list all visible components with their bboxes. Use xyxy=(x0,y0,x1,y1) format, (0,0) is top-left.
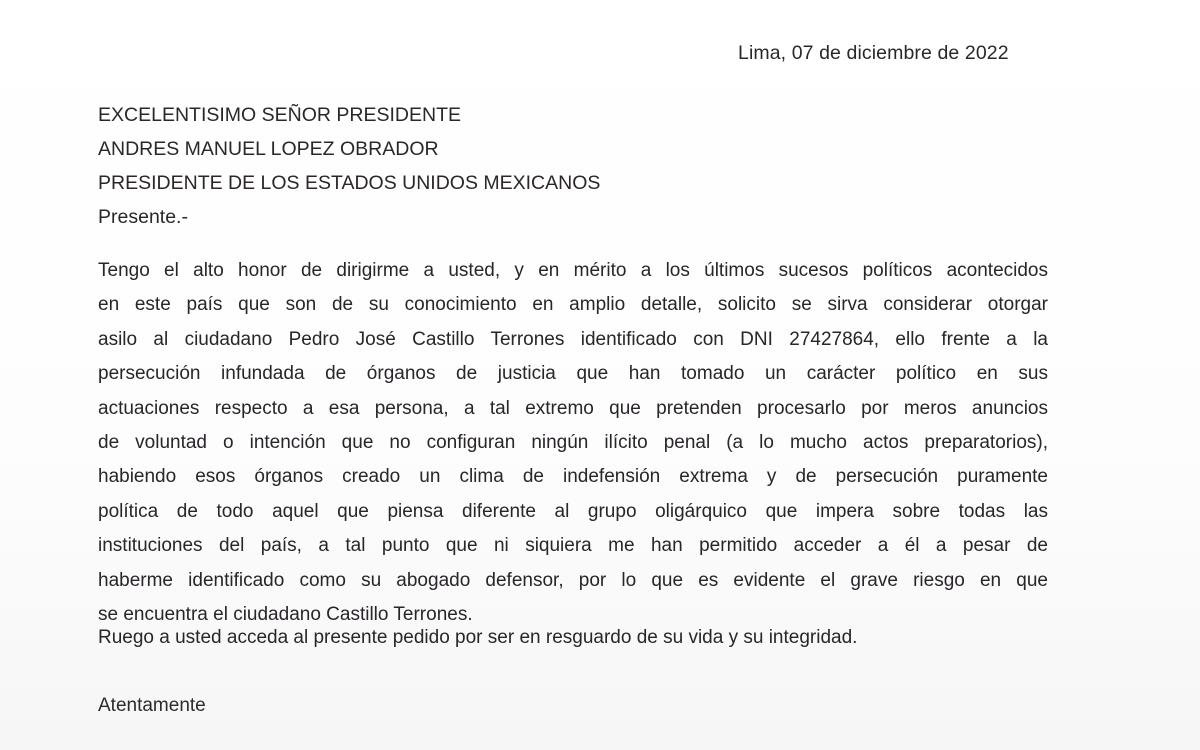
body-line: instituciones del país, a tal punto que ni siquiera me han permitido acceder a él a pesar de xyxy=(98,535,1048,557)
signoff: Atentamente xyxy=(98,695,206,716)
body-line: en este país que son de su conocimiento en amplio detalle, solicito se sirva considerar otorgar xyxy=(98,294,1048,316)
body-line: haberme identificado como su abogado defensor, por lo que es evidente el grave riesgo en que xyxy=(98,569,1048,591)
body-line: Tengo el alto honor de dirigirme a usted, y en mérito a los últimos sucesos políticos acontecidos xyxy=(98,260,1048,281)
recipient-title: EXCELENTISIMO SEÑOR PRESIDENTE xyxy=(98,104,461,126)
body-line: habiendo esos órganos creado un clima de indefensión extrema y de persecución puramente xyxy=(98,466,1048,488)
closing-paragraph: Ruego a usted acceda al presente pedido por ser en resguardo de su vida y su integridad. xyxy=(98,627,858,648)
recipient-name: ANDRES MANUEL LOPEZ OBRADOR xyxy=(98,138,439,160)
recipient-presente: Presente.- xyxy=(98,206,188,228)
letter-date: Lima, 07 de diciembre de 2022 xyxy=(738,42,1009,64)
body-line: persecución infundada de órganos de justicia que han tomado un carácter político en sus xyxy=(98,363,1048,385)
body-line: asilo al ciudadano Pedro José Castillo Terrones identificado con DNI 27427864, ello frente a la xyxy=(98,328,1048,350)
body-paragraph xyxy=(98,254,1048,632)
body-line: de voluntad o intención que no configuran ningún ilícito penal (a lo mucho actos preparatorios), xyxy=(98,432,1048,454)
body-line: actuaciones respecto a esa persona, a tal extremo que pretenden procesarlo por meros anuncios xyxy=(98,397,1048,419)
recipient-block xyxy=(98,98,600,234)
body-line: se encuentra el ciudadano Castillo Terrones. xyxy=(98,604,473,626)
recipient-position: PRESIDENTE DE LOS ESTADOS UNIDOS MEXICANOS xyxy=(98,172,601,194)
body-line: política de todo aquel que piensa diferente al grupo oligárquico que impera sobre todas las xyxy=(98,500,1048,522)
